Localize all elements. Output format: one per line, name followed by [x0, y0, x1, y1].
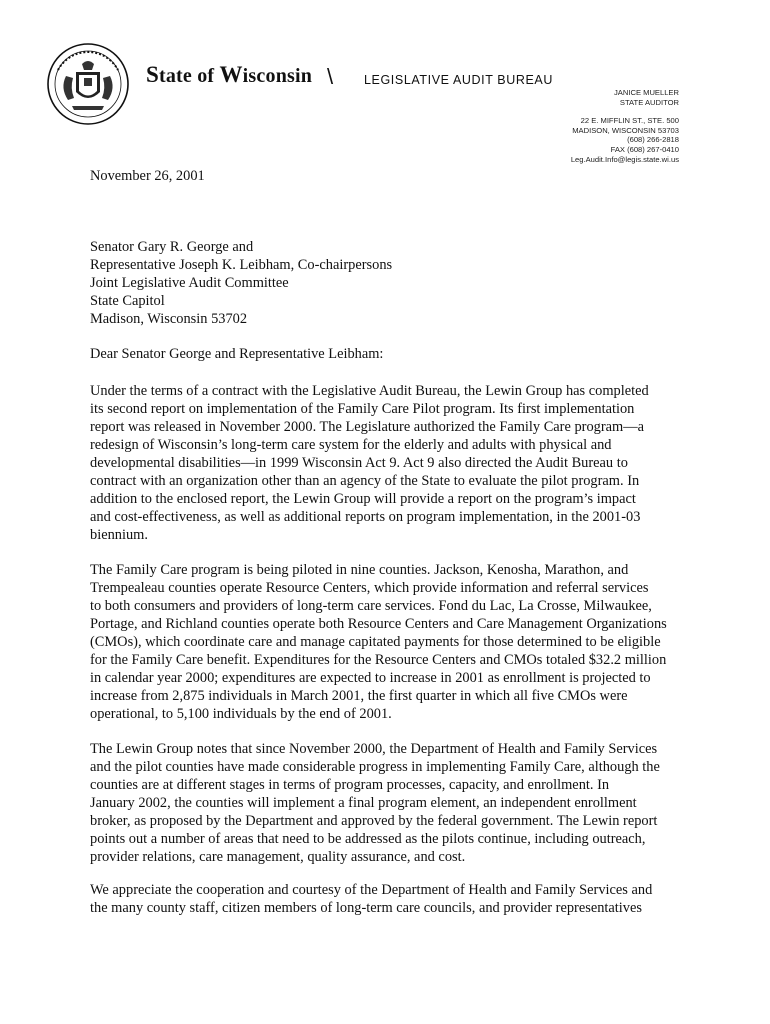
- text-line: increase from 2,875 individuals in March 2001, the first quarter in which all five CMOs were: [90, 688, 628, 704]
- state-masthead: [146, 62, 312, 88]
- letter-date: November 26, 2001: [90, 168, 205, 184]
- text-line: January 2002, the counties will implement a final program element, an independent enrollment: [90, 795, 637, 811]
- text-line: Portage, and Richland counties operate both Resource Centers and Care Management Organizations: [90, 616, 667, 632]
- state-name: State of Wisconsin: [146, 62, 313, 87]
- auditor-title: STATE AUDITOR: [619, 97, 679, 107]
- auditor-contact-block: [571, 88, 679, 164]
- text-line: redesign of Wisconsin’s long-term care system for the elderly and adults with physical and: [90, 437, 612, 453]
- auditor-name: JANICE MUELLER: [614, 88, 679, 97]
- text-line: and cost-effectiveness, as well as additional reports on program implementation, in the 2001-03: [90, 509, 641, 525]
- paragraph-4: [90, 881, 692, 917]
- text-line: biennium.: [90, 527, 148, 543]
- text-line: developmental disabilities—in 1999 Wisconsin Act 9. Act 9 also directed the Audit Bureau to: [90, 455, 628, 471]
- email: Leg.Audit.Info@legis.state.wi.us: [570, 154, 679, 164]
- paragraph-3: [90, 740, 692, 866]
- paragraph-1: [90, 382, 692, 544]
- text-line: (CMOs), which coordinate care and manage capitated payments for those determined to be eligible: [90, 634, 661, 650]
- phone: (608) 266-2818: [627, 135, 679, 145]
- recipient-line: State Capitol: [90, 293, 165, 309]
- recipient-line: Senator Gary R. George and: [90, 239, 254, 255]
- address-line2: MADISON, WISCONSIN 53703: [572, 125, 679, 135]
- text-line: in calendar year 2000; expenditures are expected to increase in 2001 as enrollment is projected to: [90, 670, 651, 686]
- address-line1: 22 E. MIFFLIN ST., STE. 500: [580, 116, 679, 126]
- paragraph-2: [90, 561, 692, 723]
- text-line: The Family Care program is being piloted in nine counties. Jackson, Kenosha, Marathon, and: [90, 562, 629, 578]
- salutation: Dear Senator George and Representative Leibham:: [90, 346, 384, 362]
- wisconsin-seal-icon: [46, 42, 130, 126]
- text-line: The Lewin Group notes that since November 2000, the Department of Health and Family Services: [90, 741, 658, 757]
- masthead-separator: \: [327, 64, 334, 89]
- text-line: its second report on implementation of the Family Care Pilot program. Its first implementation: [90, 401, 635, 417]
- text-line: broker, as proposed by the Department and approved by the federal government. The Lewin report: [90, 813, 658, 829]
- text-line: contract with an organization other than an agency of the State to evaluate the pilot program. In: [90, 473, 640, 489]
- text-line: to both consumers and providers of long-term care services. Fond du Lac, La Crosse, Milwaukee,: [90, 598, 652, 614]
- text-line: addition to the enclosed report, the Lewin Group will provide a report on the program’s impact: [90, 491, 636, 507]
- text-line: Under the terms of a contract with the Legislative Audit Bureau, the Lewin Group has completed: [90, 383, 649, 399]
- bureau-name: LEGISLATIVE AUDIT BUREAU: [364, 73, 553, 87]
- text-line: We appreciate the cooperation and courtesy of the Department of Health and Family Services and: [90, 882, 653, 898]
- text-line: provider relations, care management, quality assurance, and cost.: [90, 849, 466, 865]
- recipient-line: Representative Joseph K. Leibham, Co-chairpersons: [90, 257, 393, 273]
- text-line: counties are at different stages in terms of program processes, capacity, and enrollment. In: [90, 777, 610, 793]
- text-line: report was released in November 2000. The Legislature authorized the Family Care program—a: [90, 419, 644, 435]
- text-line: Trempealeau counties operate Resource Centers, which provide information and referral services: [90, 580, 649, 596]
- text-line: for the Family Care benefit. Expenditures for the Resource Centers and CMOs totaled $32.2 million: [90, 652, 667, 668]
- text-line: operational, to 5,100 individuals by the end of 2001.: [90, 706, 392, 722]
- text-line: points out a number of areas that need to be addressed as the pilots continue, including outreach,: [90, 831, 646, 847]
- fax: FAX (608) 267-0410: [610, 144, 679, 154]
- recipient-line: Madison, Wisconsin 53702: [90, 311, 248, 327]
- recipient-line: Joint Legislative Audit Committee: [90, 275, 289, 291]
- recipient-address: [90, 238, 392, 328]
- text-line: the many county staff, citizen members of long-term care councils, and provider representatives: [90, 900, 642, 916]
- text-line: and the pilot counties have made considerable progress in implementing Family Care, although the: [90, 759, 660, 775]
